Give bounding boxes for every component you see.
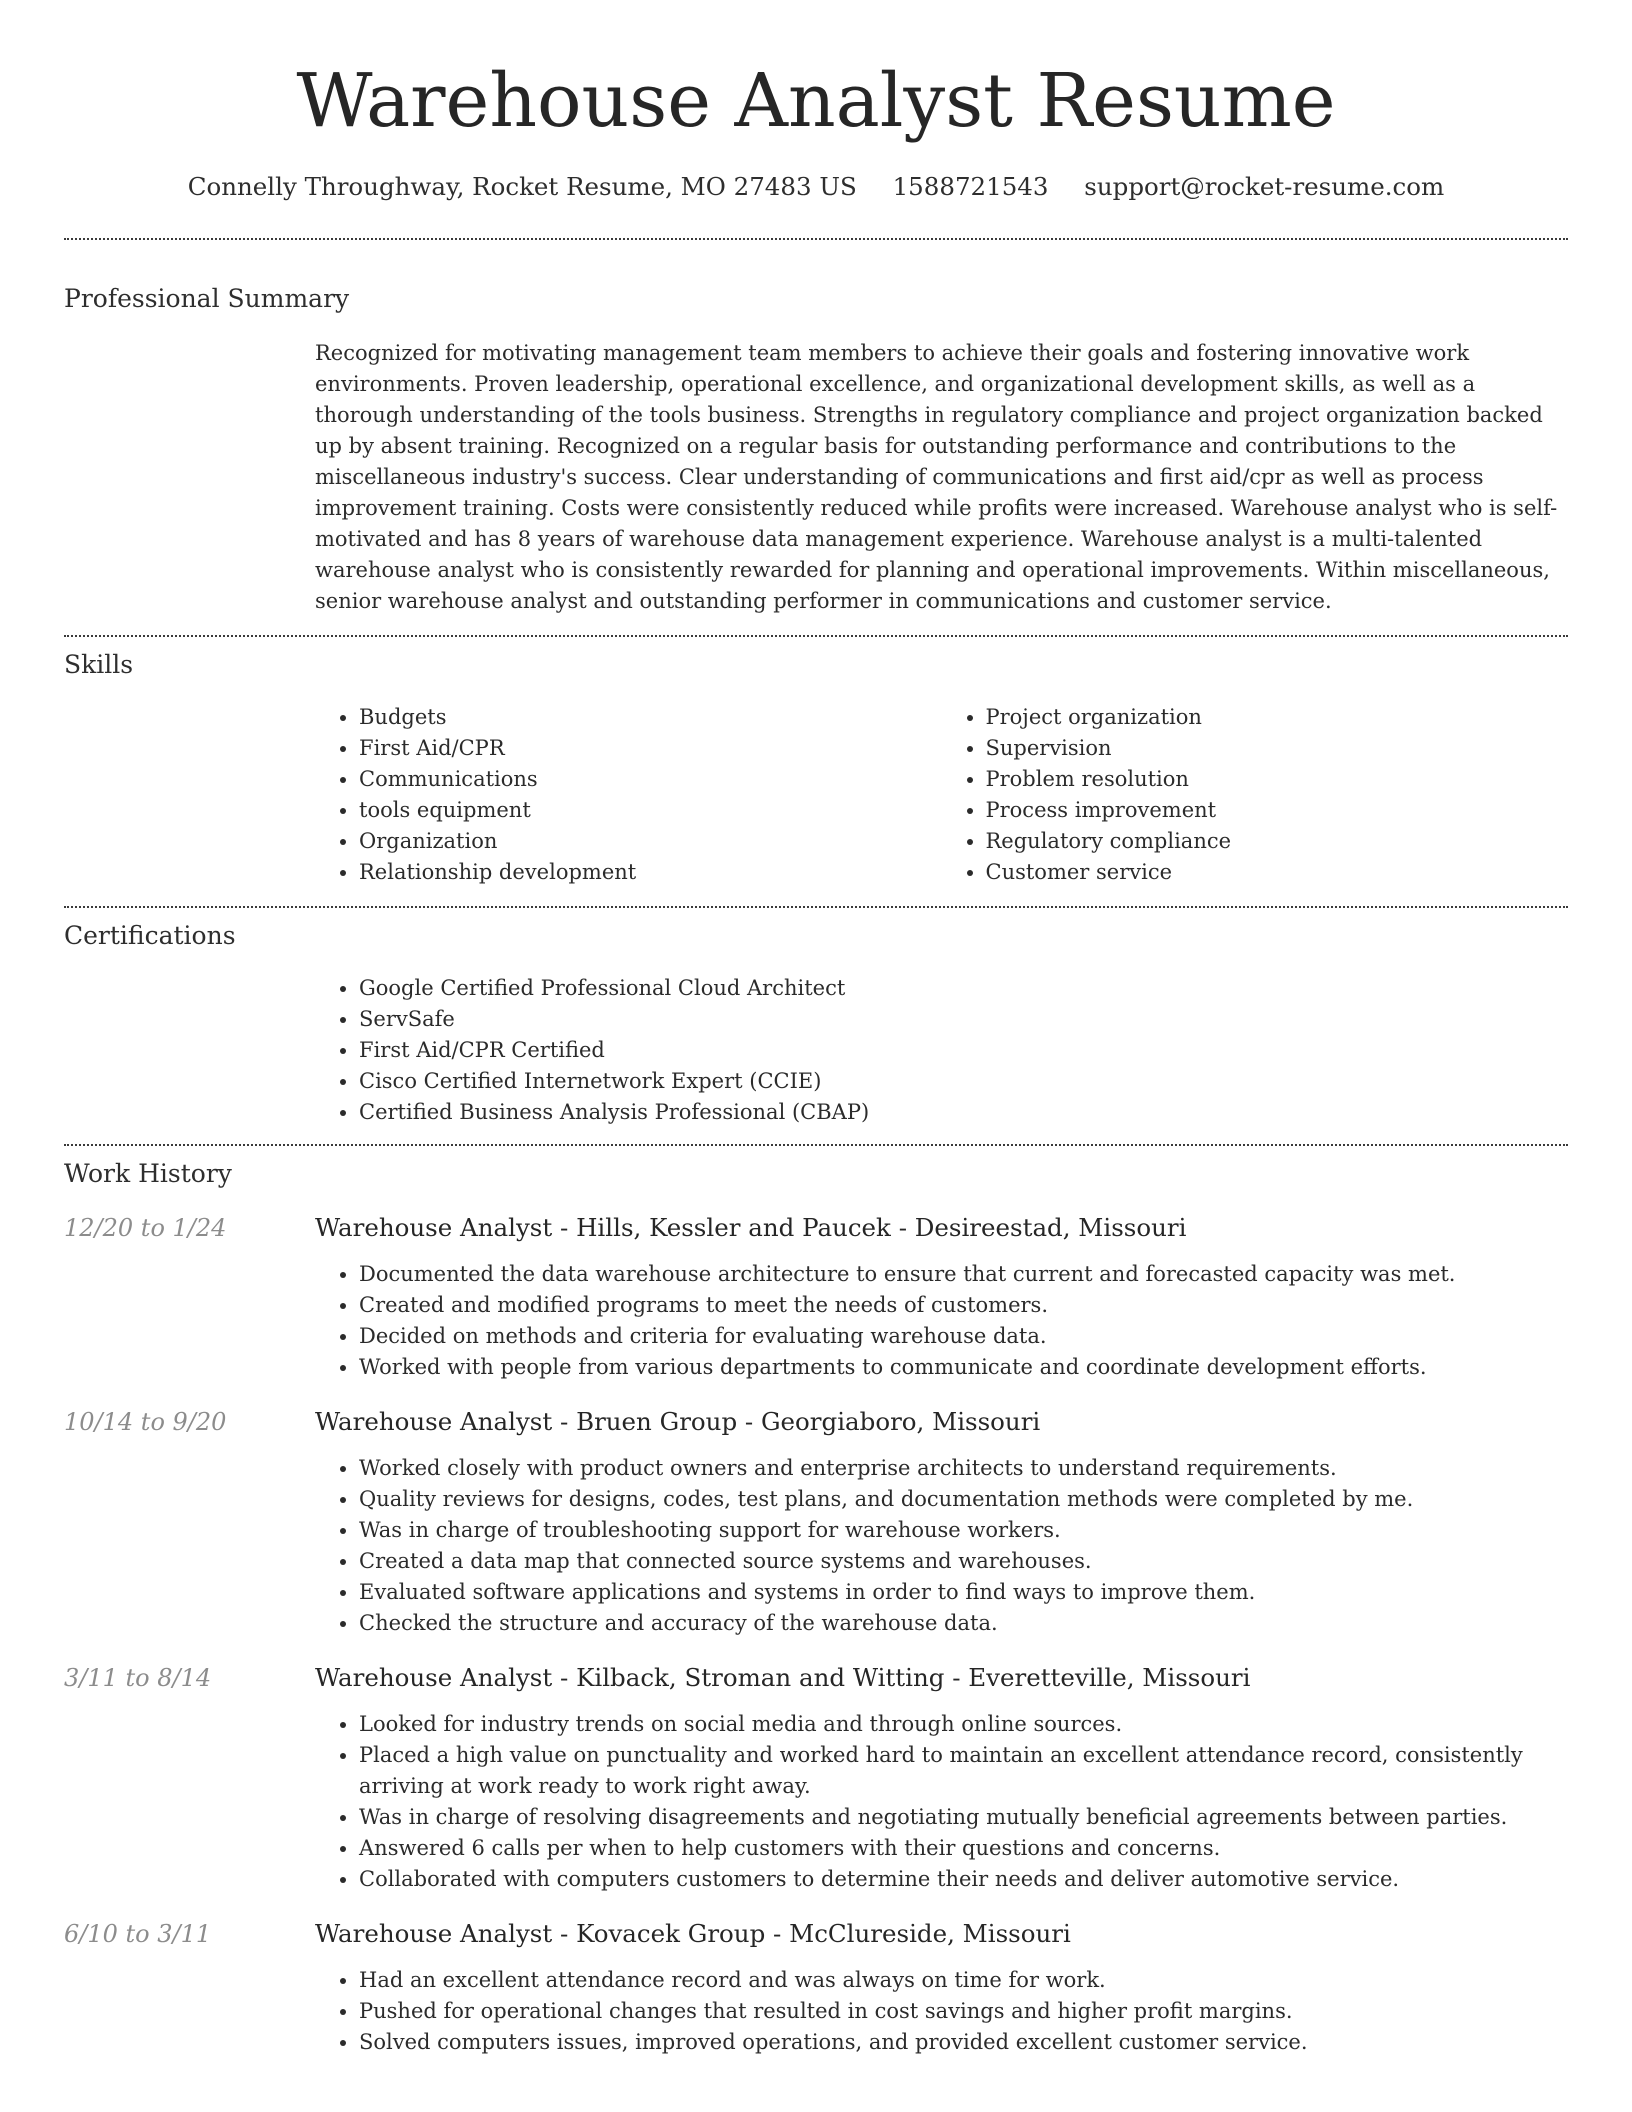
job-duty: • Placed a high value on punctuality and worked hard to maintain an excellent attendance record, consistently arriving at work ready to work right away. — [359, 1740, 1568, 1802]
certifications-section — [64, 919, 1568, 1128]
job-duty: • Decided on methods and criteria for evaluating warehouse data. — [359, 1321, 1568, 1352]
skill-item: • Relationship development — [359, 857, 942, 888]
job-dates: 3/11 to 8/14 — [64, 1664, 212, 1692]
jobs-list — [64, 1211, 1568, 2058]
divider — [64, 906, 1568, 908]
job-duties — [315, 1259, 1568, 1383]
job-title: Warehouse Analyst - Kovacek Group - McClureside, Missouri — [315, 1919, 1071, 1948]
certification-item: • ServSafe — [359, 1004, 1568, 1035]
certifications-list-wrap — [315, 973, 1568, 1128]
section-title-summary: Professional Summary — [64, 284, 350, 313]
divider — [64, 635, 1568, 637]
job-entry — [64, 1917, 1568, 2058]
skills-list-right — [942, 702, 1569, 888]
job-duty: • Created a data map that connected source systems and warehouses. — [359, 1546, 1568, 1577]
job-duties — [315, 1453, 1568, 1639]
contact-line — [64, 170, 1568, 204]
job-dates: 12/20 to 1/24 — [64, 1214, 227, 1242]
job-dates: 6/10 to 3/11 — [64, 1920, 212, 1948]
job-duty: • Looked for industry trends on social media and through online sources. — [359, 1709, 1568, 1740]
work-history-section — [64, 1157, 1568, 2058]
section-title-certifications: Certifications — [64, 921, 236, 950]
skill-item: • Regulatory compliance — [986, 826, 1569, 857]
job-title: Warehouse Analyst - Hills, Kessler and Paucek - Desireestad, Missouri — [315, 1213, 1187, 1242]
divider — [64, 238, 1568, 240]
job-duty: • Created and modified programs to meet the needs of customers. — [359, 1290, 1568, 1321]
skill-item: • Customer service — [986, 857, 1569, 888]
job-duty: • Collaborated with computers customers to determine their needs and deliver automotive service. — [359, 1864, 1568, 1895]
skills-section — [64, 648, 1568, 888]
job-title: Warehouse Analyst - Bruen Group - Georgiaboro, Missouri — [315, 1407, 1041, 1436]
summary-text: Recognized for motivating management team members to achieve their goals and fostering innovative work environments. Proven leadership, operational excellence, and organizational development skills, as well as a thorough understanding of the tools business. Strengths in regulatory compliance and project organization backed up by absent training. Recognized on a regular basis for outstanding performance and contributions to the miscellaneous industry's success. Clear understanding of communications and first aid/cpr as well as process improvement training. Costs were consistently reduced while profits were increased. Warehouse analyst who is self-motivated and has 8 years of warehouse data management experience. Warehouse analyst is a multi-talented warehouse analyst who is consistently rewarded for planning and operational improvements. Within miscellaneous, senior warehouse analyst and outstanding performer in communications and customer service. — [315, 341, 1558, 613]
job-duty: • Solved computers issues, improved operations, and provided excellent customer service. — [359, 2027, 1568, 2058]
skill-item: • First Aid/CPR — [359, 733, 942, 764]
certification-item: • First Aid/CPR Certified — [359, 1035, 1568, 1066]
job-duty: • Checked the structure and accuracy of the warehouse data. — [359, 1608, 1568, 1639]
certifications-list — [315, 973, 1568, 1128]
skill-item: • Supervision — [986, 733, 1569, 764]
job-duty: • Documented the data warehouse architecture to ensure that current and forecasted capacity was met. — [359, 1259, 1568, 1290]
skill-item: • Problem resolution — [986, 764, 1569, 795]
skill-item: • Budgets — [359, 702, 942, 733]
job-duty: • Was in charge of troubleshooting support for warehouse workers. — [359, 1515, 1568, 1546]
resume-page — [64, 0, 1568, 2112]
skill-item: • Communications — [359, 764, 942, 795]
certification-item: • Google Certified Professional Cloud Architect — [359, 973, 1568, 1004]
resume-title: Warehouse Analyst Resume — [296, 58, 1336, 144]
job-duty: • Worked closely with product owners and enterprise architects to understand requirements. — [359, 1453, 1568, 1484]
job-duty: • Pushed for operational changes that resulted in cost savings and higher profit margins. — [359, 1996, 1568, 2027]
job-duty: • Was in charge of resolving disagreements and negotiating mutually beneficial agreements between parties. — [359, 1802, 1568, 1833]
job-title: Warehouse Analyst - Kilback, Stroman and Witting - Everetteville, Missouri — [315, 1663, 1251, 1692]
certification-item: • Cisco Certified Internetwork Expert (CCIE) — [359, 1066, 1568, 1097]
skills-list-left — [315, 702, 942, 888]
contact-address: Connelly Throughway, Rocket Resume, MO 27483 US — [187, 172, 857, 201]
job-duty: • Worked with people from various departments to communicate and coordinate development efforts. — [359, 1352, 1568, 1383]
skill-item: • Process improvement — [986, 795, 1569, 826]
skill-item: • tools equipment — [359, 795, 942, 826]
job-duty: • Evaluated software applications and systems in order to find ways to improve them. — [359, 1577, 1568, 1608]
job-duty: • Quality reviews for designs, codes, test plans, and documentation methods were completed by me. — [359, 1484, 1568, 1515]
job-duties — [315, 1709, 1568, 1895]
job-dates: 10/14 to 9/20 — [64, 1408, 227, 1436]
skills-columns — [315, 702, 1568, 888]
skill-item: • Organization — [359, 826, 942, 857]
job-duties — [315, 1965, 1568, 2058]
job-entry — [64, 1405, 1568, 1639]
contact-phone: 1588721543 — [892, 172, 1049, 201]
job-entry — [64, 1211, 1568, 1383]
job-duty: • Had an excellent attendance record and was always on time for work. — [359, 1965, 1568, 1996]
job-duty: • Answered 6 calls per when to help customers with their questions and concerns. — [359, 1833, 1568, 1864]
skill-item: • Project organization — [986, 702, 1569, 733]
job-entry — [64, 1661, 1568, 1895]
contact-email: support@rocket-resume.com — [1084, 172, 1445, 201]
section-title-work-history: Work History — [64, 1159, 232, 1188]
section-title-skills: Skills — [64, 650, 134, 679]
divider — [64, 1144, 1568, 1146]
certification-item: • Certified Business Analysis Professional (CBAP) — [359, 1097, 1568, 1128]
